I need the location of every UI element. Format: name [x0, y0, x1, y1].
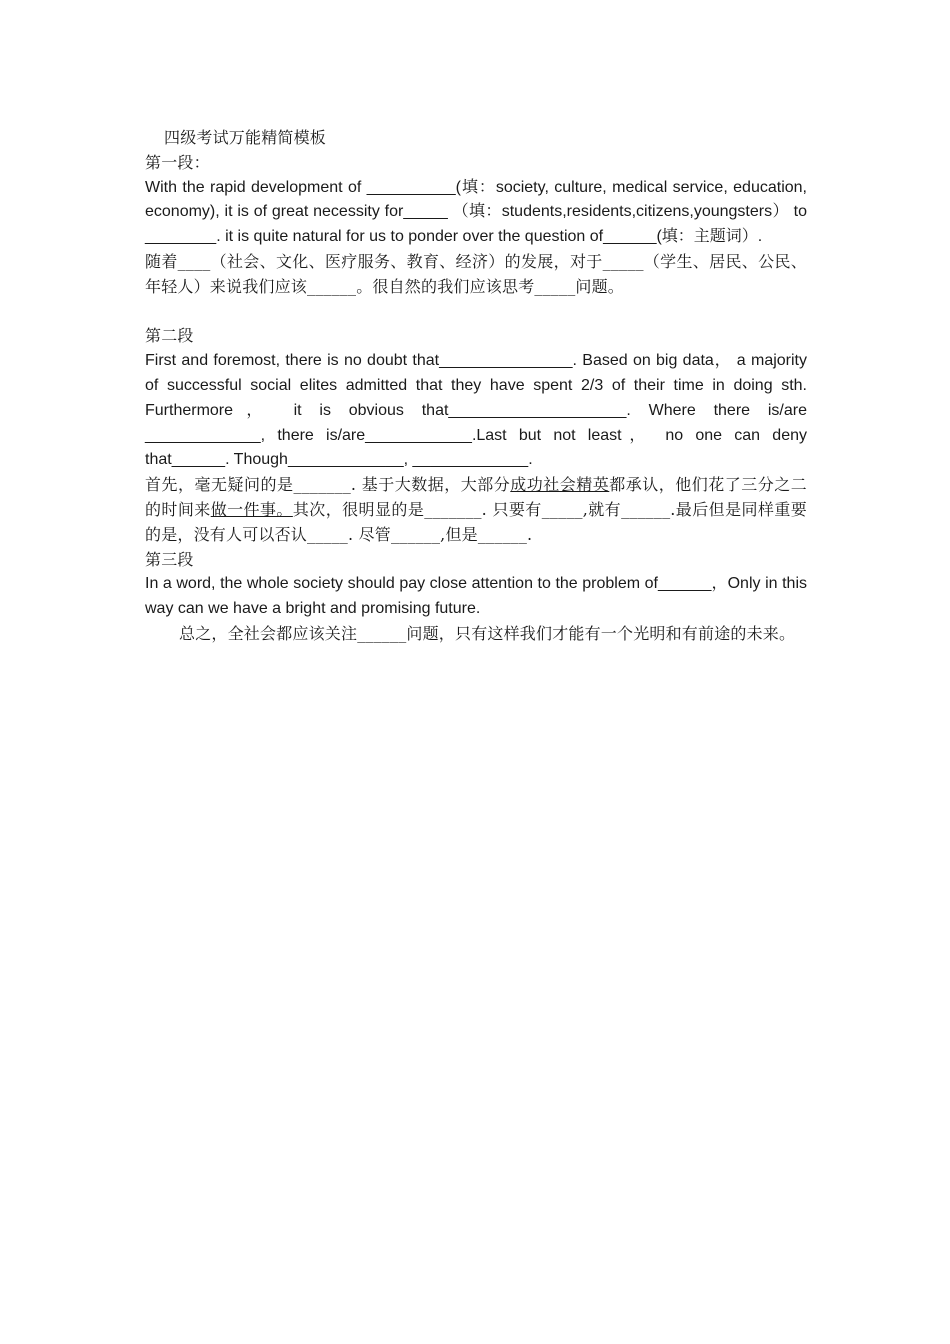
section2-zh-underlined-elites: 成功社会精英	[510, 475, 610, 495]
section2-zh-underlined-task: 做一件事。	[210, 499, 293, 519]
section2-chinese-paragraph	[145, 473, 807, 547]
section3-english-paragraph: In a word, the whole society should pay close attention to the problem of______，Only in this way can we have a bright and promising future.	[145, 575, 807, 618]
section2-english-paragraph: First and foremost, there is no doubt that_______________. Based on big data， a majority of successful social elites admitted that they have spent 2/3 of their time in doing sth. Furthermore， it is obvious that____________________. Where there is/are _____________, there is/are____________.Last but not least， no one can deny that______. Though_____________, _____________.	[145, 352, 807, 469]
section2-zh-part-b: 都承认，他们花了三分之二的时间来	[145, 475, 808, 519]
section2-heading: 第二段	[145, 326, 194, 346]
section2-zh-part-c: 其次，很明显的是_______. 只要有_____,就有______.最后但是同样重要的是，没有人可以否认_____. 尽管______,但是______.	[145, 499, 807, 544]
section3-chinese-paragraph: 总之，全社会都应该关注______问题，只有这样我们才能有一个光明和有前途的未来。	[179, 623, 796, 643]
document-title: 四级考试万能精简模板	[164, 128, 327, 147]
section3-heading: 第三段	[145, 549, 194, 569]
blank-line	[145, 300, 807, 325]
document-body	[145, 126, 807, 647]
section1-english-paragraph: With the rapid development of __________(填：society, culture, medical service, education, economy), it is of great necessity for_____ （填：students,residents,citizens,youngsters） to ________. it is quite natural for us to ponder over the question of______(填：主题词）.	[145, 178, 807, 246]
section1-heading: 第一段：	[145, 152, 210, 172]
section1-chinese-paragraph: 随着____（社会、文化、医疗服务、教育、经济）的发展，对于_____（学生、居民、公民、年轻人）来说我们应该______。很自然的我们应该思考_____问题。	[145, 251, 807, 296]
section2-zh-part-a: 首先，毫无疑问的是_______. 基于大数据，大部分	[145, 475, 511, 495]
